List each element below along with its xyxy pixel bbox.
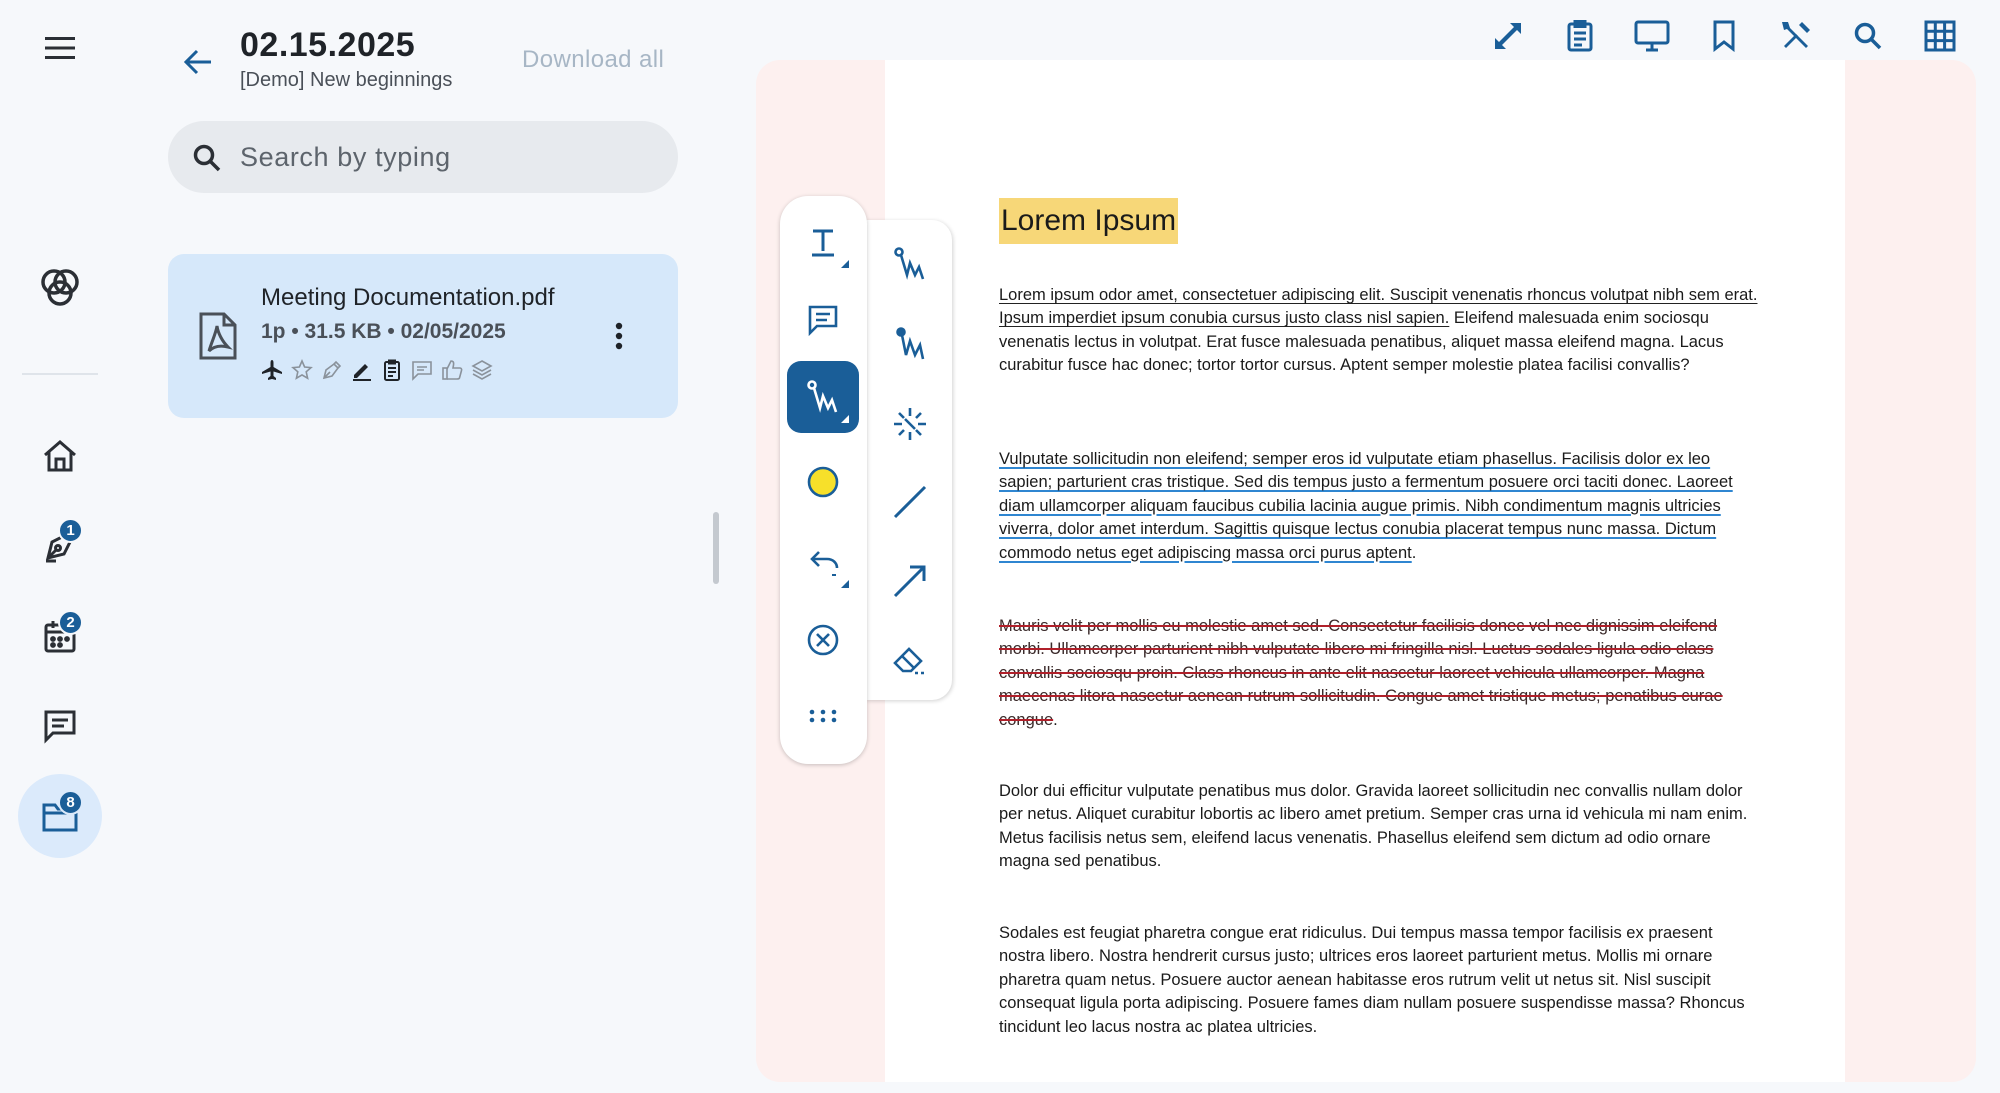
star-outline-icon[interactable]	[290, 358, 314, 382]
thumb-up-icon[interactable]	[440, 358, 464, 382]
search-input[interactable]	[240, 137, 570, 177]
clipboard-icon[interactable]	[380, 358, 404, 382]
paragraph-4: Dolor dui efficitur vulputate penatibus mus dolor. Gravida laoreet sollicitudin nec convallis nullam dolor per netus. Aliquet curabitur lobortis ac libero amet pretium. Semper cras urna id vehicula mi nam enim. Metus facilisis netus sem, eleifend lacus venenatis. Phasellus eleifend sem dictum ad odio ornare magna sed penatibus.	[999, 782, 1748, 871]
hamburger-menu-icon[interactable]	[18, 6, 102, 90]
sidebar-item-calendar[interactable]	[18, 594, 102, 678]
sidebar-item-sign[interactable]	[18, 504, 102, 588]
blue-underlined-text: Vulputate sollicitudin non eleifend; semper eros id vulputate etiam phasellus. Facilisis dolor ex leo sapien; parturient cras tristique. Sed dis tempus justo a fermentum posuere orci taciti donec. Laoreet diam ullamcorper aliquam faucibus cubilia lacinia augue primis. Nibh condimentum magnis ultricies viverra, dolor amet interdum. Sagittis quisque lectus conubia placerat tempus nunc massa. Dictum commodo netus eget adipiscing massa orci purus aptent	[999, 450, 1733, 562]
file-card[interactable]	[168, 254, 678, 418]
file-name: Meeting Documentation.pdf	[261, 284, 555, 311]
more-dots-icon[interactable]	[787, 680, 859, 752]
close-circle-icon[interactable]	[787, 604, 859, 676]
undo-icon[interactable]	[787, 526, 859, 598]
file-meta: 1p • 31.5 KB • 02/05/2025	[261, 320, 506, 343]
paragraph-1	[999, 284, 1759, 378]
paragraph-text: Eleifend malesuada enim sociosqu venenatis lectus in volutpat. Erat fusce malesuada penatibus, aliquet massa eleifend magna. Lacus curabitur fusce hac donec; tortor tortor cursus. Aptent semper molestie platea facilisi convallis?	[999, 309, 1724, 375]
page-subtitle: [Demo] New beginnings	[240, 69, 453, 91]
clipboard-icon[interactable]	[1560, 16, 1600, 56]
search-icon	[192, 143, 222, 173]
layers-icon[interactable]	[470, 358, 494, 382]
pen-variant-1-icon[interactable]	[874, 228, 946, 300]
strikethrough-text: Mauris velit per mollis eu molestie amet sed. Consectetur facilisis donec vel nec dignissim eleifend morbi. Ullamcorper parturient nibh vulputate libero mi fringilla nisl. Luctus sodales ligula odio class convallis sociosqu proin. Class rhoncus in ante elit nascetur laoreet vehicula ullamcorper. Magna maecenas litora nascetur aenean rutrum sollicitudin. Congue amet tristique metus; penatibus curae congue	[999, 617, 1723, 729]
search-bar	[168, 121, 678, 193]
submenu-indicator	[841, 415, 849, 423]
eraser-icon[interactable]	[874, 623, 946, 695]
sparkle-pen-icon[interactable]	[874, 388, 946, 460]
submenu-indicator	[841, 580, 849, 588]
calendar-badge: 2	[58, 610, 83, 635]
page-title: 02.15.2025	[240, 26, 416, 64]
signature-icon[interactable]	[320, 358, 344, 382]
chat-icon[interactable]	[18, 684, 102, 768]
tools-icon[interactable]	[1776, 16, 1816, 56]
folders-badge: 8	[58, 790, 83, 815]
annotation-subtools	[866, 220, 952, 700]
panel-resize-handle[interactable]	[713, 512, 719, 584]
grid-icon[interactable]	[1920, 16, 1960, 56]
airplane-icon[interactable]	[260, 358, 284, 382]
color-icon[interactable]	[787, 446, 859, 518]
search-icon[interactable]	[1848, 16, 1888, 56]
expand-icon[interactable]	[1488, 16, 1528, 56]
pen-tool-icon[interactable]	[787, 361, 859, 433]
pdf-file-icon	[198, 311, 238, 361]
knot-logo-icon[interactable]	[18, 246, 102, 330]
arrow-icon[interactable]	[874, 545, 946, 617]
navigation-rail	[0, 0, 120, 1093]
download-all-button[interactable]: Download all	[522, 46, 665, 73]
bookmark-icon[interactable]	[1704, 16, 1744, 56]
pen-variant-2-icon[interactable]	[874, 308, 946, 380]
paragraph-5: Sodales est feugiat pharetra congue erat ridiculus. Dui tempus massa tempor facilisis ex praesent nostra libero. Nostra hendrerit cursus justo; ultrices eros laoreet parturient metus. Mollis mi ornare pharetra quam netus. Posuere auctor aenean habitasse eros rutrum velit ut netus sit. Nisl suscipit consequat ligula porta adipiscing. Posuere fames diam nullam posuere suspendisse massa? Rhoncus tincidunt leo lacus nostra ac platea ultricies.	[999, 924, 1745, 1036]
paragraph-3	[999, 615, 1759, 732]
home-icon[interactable]	[18, 414, 102, 498]
annotation-toolbar	[780, 196, 867, 764]
monitor-icon[interactable]	[1632, 16, 1672, 56]
paragraph-text: .	[1053, 710, 1058, 729]
text-tool-icon[interactable]	[787, 206, 859, 278]
comment-tool-icon[interactable]	[787, 284, 859, 356]
comment-icon[interactable]	[410, 358, 434, 382]
paragraph-2	[999, 448, 1759, 565]
underlined-text: Lorem ipsum odor amet, consectetuer adipiscing elit. Suscipit venenatis rhoncus volutpat nibh sem erat. Ipsum imperdiet ipsum conubia cursus justo class nisl sapien.	[999, 286, 1758, 328]
rail-divider	[22, 373, 98, 375]
document-page	[885, 60, 1845, 1082]
paragraph-text: .	[1411, 543, 1417, 562]
back-button[interactable]	[176, 40, 220, 84]
sidebar-item-folders[interactable]	[18, 774, 102, 858]
file-tags	[260, 358, 494, 382]
submenu-indicator	[841, 260, 849, 268]
more-vertical-icon[interactable]	[604, 318, 634, 354]
edit-pen-icon[interactable]	[350, 358, 374, 382]
line-icon[interactable]	[874, 466, 946, 538]
sign-badge: 1	[58, 518, 83, 543]
document-title: Lorem Ipsum	[999, 198, 1178, 244]
